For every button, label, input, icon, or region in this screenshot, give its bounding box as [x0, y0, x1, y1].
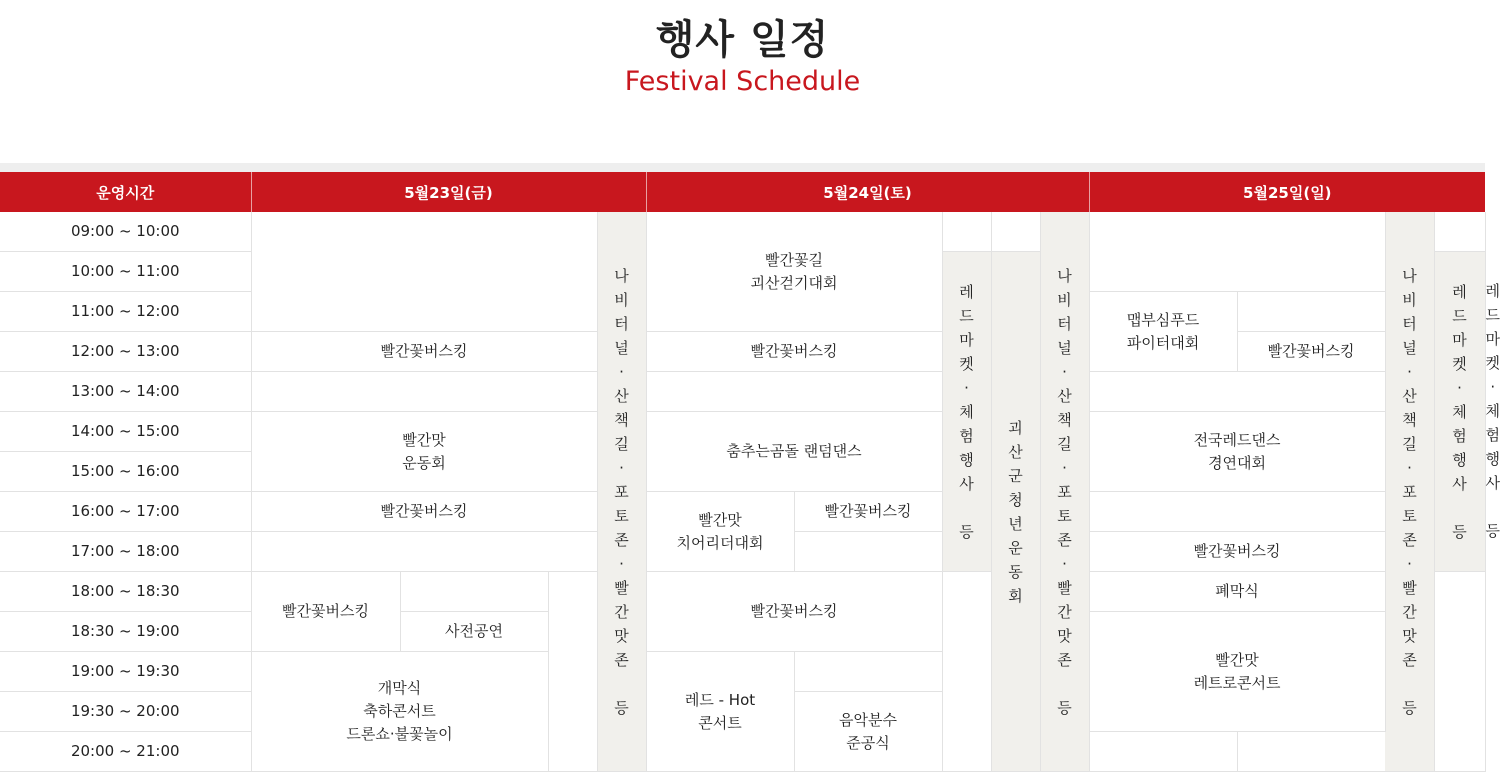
event-line: 빨간꽃길: [765, 250, 823, 269]
vertical-char: 널: [1057, 338, 1072, 357]
vertical-char: 사: [1485, 474, 1500, 493]
event-line: 파이터대회: [1126, 333, 1200, 352]
time-cell: 18:00 ~ 18:30: [0, 572, 251, 612]
d2-busking-noon: 빨간꽃버스킹: [646, 332, 942, 372]
time-cell: 11:00 ~ 12:00: [0, 292, 251, 332]
d1-busking-noon: 빨간꽃버스킹: [251, 332, 597, 372]
empty-cell: [942, 212, 991, 252]
vertical-char: 빨: [1402, 578, 1417, 597]
vertical-char: 괴: [1008, 418, 1023, 437]
empty-cell: [1434, 572, 1485, 772]
d1-tunnel-zone: [597, 212, 646, 772]
vertical-char: 행: [1452, 450, 1467, 469]
vertical-char: 산: [1402, 386, 1417, 405]
vertical-char: ·: [1407, 554, 1412, 573]
vertical-char: 간: [614, 602, 629, 621]
vertical-char: 널: [1402, 338, 1417, 357]
vertical-char: 마: [1485, 330, 1500, 349]
d2-tunnel-zone: [1040, 212, 1089, 772]
empty-cell: [1089, 492, 1385, 532]
event-line: 운동회: [402, 453, 446, 472]
vertical-char: 토: [614, 506, 629, 525]
vertical-char: ·: [1062, 554, 1067, 573]
vertical-char: 터: [1057, 314, 1072, 333]
event-line: 준공식: [846, 733, 890, 752]
d1-opening-ceremony: [251, 652, 548, 772]
vertical-char: 터: [614, 314, 629, 333]
event-line: 맵부심푸드: [1126, 310, 1200, 329]
event-line: 치어리더대회: [676, 533, 764, 552]
vertical-char: 토: [1402, 506, 1417, 525]
vertical-char: 존: [614, 650, 629, 669]
d2-busking-afternoon: 빨간꽃버스킹: [794, 492, 942, 532]
vertical-char: 터: [1402, 314, 1417, 333]
vertical-char: 체: [1452, 402, 1467, 421]
empty-cell: [1237, 732, 1434, 772]
vertical-char: 험: [959, 426, 974, 445]
empty-cell: [251, 372, 597, 412]
vertical-char: ·: [1062, 458, 1067, 477]
d3-tunnel-zone: [1385, 212, 1434, 772]
vertical-char: 마: [959, 330, 974, 349]
divider-band: [0, 163, 1485, 172]
vertical-char: ·: [1407, 362, 1412, 381]
vertical-char: 행: [1485, 450, 1500, 469]
d1-market-zone: [942, 252, 991, 572]
empty-cell: [400, 572, 548, 612]
time-cell: 18:30 ~ 19:00: [0, 612, 251, 652]
time-cell: 17:00 ~ 18:00: [0, 532, 251, 572]
vertical-char: 나: [614, 266, 629, 285]
vertical-char: 존: [1057, 530, 1072, 549]
event-line: 드론쇼·불꽃놀이: [346, 725, 453, 743]
vertical-char: 빨: [614, 578, 629, 597]
table-row: [0, 372, 1485, 412]
vertical-char: [1486, 495, 1500, 519]
vertical-char: 포: [1402, 482, 1417, 501]
time-cell: 13:00 ~ 14:00: [0, 372, 251, 412]
empty-cell: [1089, 372, 1385, 412]
col-header-day3: 5월25일(일): [1089, 172, 1485, 212]
vertical-char: 나: [1057, 266, 1072, 285]
vertical-char: 길: [614, 434, 629, 453]
vertical-char: 등: [1452, 522, 1467, 541]
table-row: [0, 412, 1485, 452]
d2-walk-event: [646, 212, 942, 332]
time-cell: 15:00 ~ 16:00: [0, 452, 251, 492]
vertical-char: 등: [959, 522, 974, 541]
empty-cell: [991, 212, 1040, 252]
empty-cell: [251, 532, 597, 572]
vertical-char: 청: [1008, 490, 1023, 509]
vertical-label: [1486, 279, 1500, 543]
table-row: [0, 572, 1485, 612]
vertical-char: 길: [1057, 434, 1072, 453]
vertical-char: [1452, 496, 1467, 520]
vertical-char: [1057, 672, 1072, 696]
table-row: [0, 332, 1485, 372]
col-header-day1: 5월23일(금): [251, 172, 646, 212]
vertical-char: 포: [1057, 482, 1072, 501]
vertical-char: [614, 672, 629, 696]
empty-cell: [942, 572, 991, 772]
vertical-label: [614, 264, 629, 720]
vertical-char: 동: [1008, 562, 1023, 581]
vertical-char: 행: [959, 450, 974, 469]
vertical-label: [1452, 280, 1467, 544]
vertical-char: 켓: [1485, 354, 1500, 373]
vertical-char: 널: [614, 338, 629, 357]
table-row: [0, 212, 1485, 252]
vertical-char: 험: [1485, 426, 1500, 445]
vertical-char: 간: [1402, 602, 1417, 621]
vertical-char: 길: [1402, 434, 1417, 453]
vertical-char: 레: [1452, 282, 1467, 301]
time-cell: 09:00 ~ 10:00: [0, 212, 251, 252]
event-line: 개막식: [377, 679, 422, 697]
time-cell: 12:00 ~ 13:00: [0, 332, 251, 372]
vertical-label: [1008, 416, 1023, 608]
col-header-day2: 5월24일(토): [646, 172, 1089, 212]
vertical-char: [959, 496, 974, 520]
event-line: 콘서트: [698, 713, 742, 732]
header-row: [0, 172, 1485, 212]
vertical-char: 산: [1008, 442, 1023, 461]
vertical-char: 켓: [1452, 354, 1467, 373]
vertical-char: 마: [1452, 330, 1467, 349]
vertical-char: 책: [1402, 410, 1417, 429]
vertical-char: ·: [619, 458, 624, 477]
vertical-char: 간: [1057, 602, 1072, 621]
d3-retro-concert: [1089, 612, 1385, 732]
event-line: 빨간맛: [402, 430, 446, 449]
event-line: 레트로콘서트: [1193, 673, 1281, 692]
d3-food-event: [1089, 292, 1237, 372]
time-cell: 10:00 ~ 11:00: [0, 252, 251, 292]
vertical-char: ·: [1407, 458, 1412, 477]
d1-sports-day: [251, 412, 597, 492]
vertical-char: 등: [1485, 522, 1500, 541]
vertical-char: 맛: [1057, 626, 1072, 645]
event-line: 빨간맛: [698, 510, 742, 529]
vertical-char: 군: [1008, 466, 1023, 485]
vertical-char: 산: [1057, 386, 1072, 405]
empty-cell: [646, 372, 942, 412]
vertical-char: 포: [614, 482, 629, 501]
empty-cell: [251, 212, 597, 332]
vertical-char: ·: [964, 378, 969, 397]
vertical-label: [1402, 264, 1417, 720]
vertical-char: 존: [1402, 650, 1417, 669]
time-cell: 16:00 ~ 17:00: [0, 492, 251, 532]
vertical-char: 토: [1057, 506, 1072, 525]
d2-dance-event: 춤추는곰돌 랜덤댄스: [646, 412, 942, 492]
d2-youth-sports: [991, 252, 1040, 772]
vertical-char: ·: [1457, 378, 1462, 397]
vertical-label: [1057, 264, 1072, 720]
empty-cell: [548, 572, 597, 772]
vertical-label: [959, 280, 974, 544]
vertical-char: 맛: [1402, 626, 1417, 645]
vertical-char: 비: [614, 290, 629, 309]
time-cell: 19:00 ~ 19:30: [0, 652, 251, 692]
vertical-char: 책: [614, 410, 629, 429]
page-title: 행사 일정: [655, 17, 830, 63]
d1-busking-afternoon: 빨간꽃버스킹: [251, 492, 597, 532]
vertical-char: 빨: [1057, 578, 1072, 597]
vertical-char: 사: [1452, 474, 1467, 493]
event-line: 경연대회: [1208, 453, 1267, 472]
vertical-char: 비: [1402, 290, 1417, 309]
empty-cell: [1237, 292, 1385, 332]
time-cell: 14:00 ~ 15:00: [0, 412, 251, 452]
time-cell: 20:00 ~ 21:00: [0, 732, 251, 772]
vertical-char: 운: [1008, 538, 1023, 557]
d1-busking-evening: 빨간꽃버스킹: [251, 572, 400, 652]
vertical-char: ·: [1490, 378, 1496, 397]
empty-cell: [1089, 732, 1237, 772]
vertical-char: 존: [1057, 650, 1072, 669]
vertical-char: 산: [614, 386, 629, 405]
empty-cell: [794, 532, 942, 572]
vertical-char: 체: [959, 402, 974, 421]
vertical-char: 험: [1452, 426, 1467, 445]
event-line: 전국레드댄스: [1193, 430, 1281, 449]
event-line: 레드 - Hot: [684, 690, 756, 709]
vertical-char: 등: [1057, 698, 1072, 717]
d1-pre-show: 사전공연: [400, 612, 548, 652]
d3-busking-noon: 빨간꽃버스킹: [1237, 332, 1385, 372]
vertical-char: 드: [959, 306, 974, 325]
vertical-char: 드: [1452, 306, 1467, 325]
empty-cell: [794, 652, 942, 692]
time-cell: 19:30 ~ 20:00: [0, 692, 251, 732]
d3-dance-contest: [1089, 412, 1385, 492]
empty-cell: [1434, 212, 1485, 252]
vertical-char: 맛: [614, 626, 629, 645]
vertical-char: 등: [1402, 698, 1417, 717]
d2-hot-concert: [646, 652, 794, 772]
vertical-char: 체: [1485, 402, 1500, 421]
event-line: 빨간맛: [1215, 650, 1259, 669]
vertical-char: 년: [1008, 514, 1023, 533]
table-row: [0, 492, 1485, 532]
d2-cheer-event: [646, 492, 794, 572]
schedule-table: [0, 172, 1500, 772]
vertical-char: ·: [619, 362, 624, 381]
col-header-time: 운영시간: [0, 172, 251, 212]
d2-market-zone: [1434, 252, 1485, 572]
d2-fountain-ceremony: [794, 692, 942, 772]
vertical-char: 존: [1402, 530, 1417, 549]
vertical-char: 레: [1485, 282, 1500, 301]
vertical-char: 켓: [959, 354, 974, 373]
vertical-char: 존: [614, 530, 629, 549]
empty-cell: [1089, 212, 1385, 292]
vertical-char: 등: [614, 698, 629, 717]
vertical-char: 비: [1057, 290, 1072, 309]
vertical-char: ·: [619, 554, 624, 573]
d3-closing: 폐막식: [1089, 572, 1385, 612]
page-subtitle: Festival Schedule: [624, 66, 861, 97]
vertical-char: 나: [1402, 266, 1417, 285]
vertical-char: 회: [1008, 586, 1023, 605]
vertical-char: 드: [1485, 306, 1500, 325]
vertical-char: 책: [1057, 410, 1072, 429]
vertical-char: 레: [959, 282, 974, 301]
d2-busking-evening: 빨간꽃버스킹: [646, 572, 942, 652]
vertical-char: ·: [1062, 362, 1067, 381]
event-line: 괴산걷기대회: [750, 273, 838, 292]
event-line: 음악분수: [839, 710, 897, 729]
event-line: 축하콘서트: [363, 702, 436, 720]
vertical-char: [1402, 672, 1417, 696]
vertical-char: 사: [959, 474, 974, 493]
d3-busking-evening: 빨간꽃버스킹: [1089, 532, 1385, 572]
